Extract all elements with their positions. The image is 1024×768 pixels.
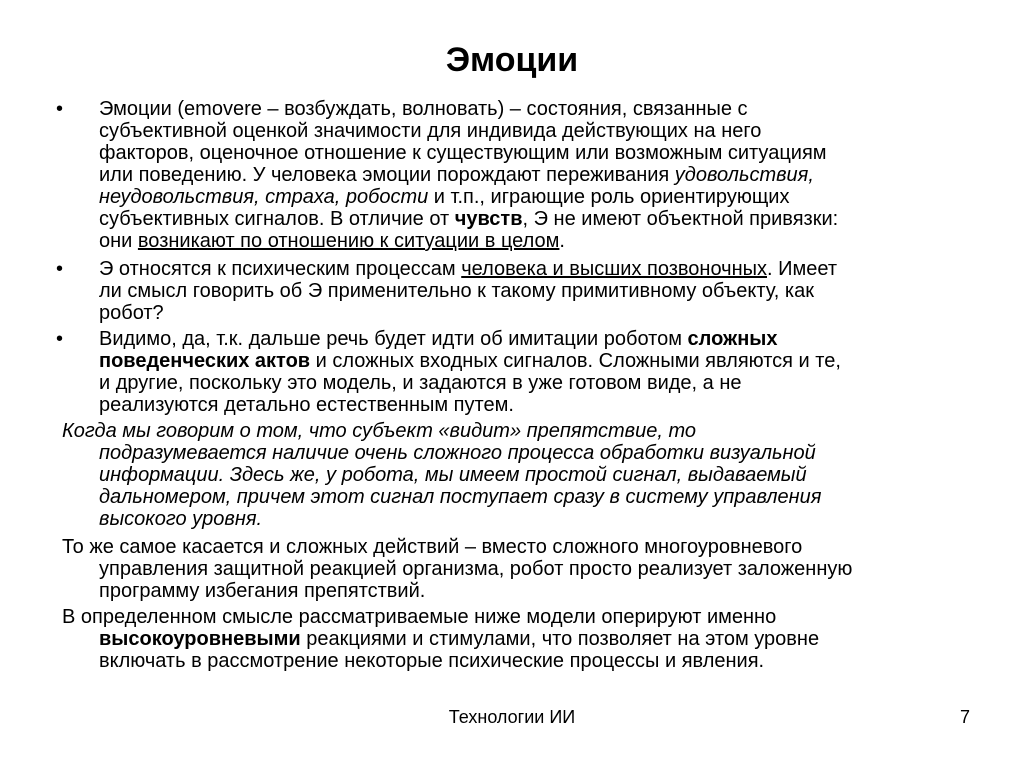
- bold-term: поведенческих актов: [99, 350, 311, 372]
- underlined-term: возникают по отношению к ситуации в целом: [137, 230, 560, 252]
- text-line: [99, 230, 565, 252]
- text-span: и т.п., играющие роль ориентирующих: [428, 186, 790, 208]
- text-line: реализуются детально естественным путем.: [99, 394, 514, 416]
- bullet-marker: •: [56, 328, 64, 350]
- text-span: они: [99, 230, 138, 252]
- slide-title: Эмоции: [445, 41, 579, 79]
- footer-course-title: Технологии ИИ: [448, 707, 576, 727]
- bold-term: чувств: [454, 208, 523, 230]
- italic-term: удовольствия,: [674, 164, 814, 186]
- underlined-term: человека и высших позвоночных: [461, 258, 767, 280]
- text-line: факторов, оценочное отношение к существующим или возможным ситуациям: [99, 142, 827, 164]
- text-span: Видимо, да, т.к. дальше речь будет идти об имитации роботом: [99, 328, 688, 350]
- text-line: [99, 258, 837, 280]
- bold-term: сложных: [687, 328, 778, 350]
- bullet-marker: •: [56, 98, 64, 120]
- text-span: Э относятся к психическим процессам: [99, 258, 462, 280]
- text-line: Когда мы говорим о том, что субъект «видит» препятствие, то: [62, 420, 697, 442]
- text-line: управления защитной реакцией организма, робот просто реализует заложенную: [99, 558, 853, 580]
- text-line: дальномером, причем этот сигнал поступает сразу в систему управления: [99, 486, 822, 508]
- text-line: [99, 164, 814, 186]
- text-span: . Имеет: [767, 258, 837, 280]
- text-span: , Э не имеют объектной привязки:: [522, 208, 839, 230]
- text-span: реакциями и стимулами, что позволяет на этом уровне: [300, 628, 820, 650]
- text-line: субъективной оценкой значимости для индивида действующих на него: [99, 120, 762, 142]
- text-line: [99, 350, 841, 372]
- text-line: [99, 186, 789, 208]
- text-line: ли смысл говорить об Э применительно к такому примитивному объекту, как: [99, 280, 814, 302]
- page-number: 7: [959, 707, 970, 727]
- text-span: .: [559, 230, 565, 252]
- text-line: включать в рассмотрение некоторые психические процессы и явления.: [99, 650, 765, 672]
- text-span: субъективных сигналов. В отличие от: [99, 208, 455, 230]
- bold-term: высокоуровневыми: [99, 628, 301, 650]
- text-span: или поведению. У человека эмоции порождают переживания: [99, 164, 675, 186]
- text-line: [99, 628, 819, 650]
- text-line: высокого уровня.: [99, 508, 263, 530]
- text-line: информации. Здесь же, у робота, мы имеем простой сигнал, выдаваемый: [99, 464, 807, 486]
- text-line: Эмоции (emovere – возбуждать, волновать) – состояния, связанные с: [99, 98, 748, 120]
- text-line: подразумевается наличие очень сложного процесса обработки визуальной: [99, 442, 816, 464]
- text-span: и сложных входных сигналов. Сложными являются и те,: [310, 350, 841, 372]
- text-line: То же самое касается и сложных действий – вместо сложного многоуровневого: [62, 536, 803, 558]
- text-line: [99, 328, 778, 350]
- text-line: [99, 208, 838, 230]
- text-line: программу избегания препятствий.: [99, 580, 426, 602]
- italic-term: неудовольствия, страха, робости: [99, 186, 429, 208]
- text-line: и другие, поскольку это модель, и задаются в уже готовом виде, а не: [99, 372, 742, 394]
- text-line: В определенном смысле рассматриваемые ниже модели оперируют именно: [62, 606, 777, 628]
- text-line: робот?: [99, 302, 164, 324]
- bullet-marker: •: [56, 258, 64, 280]
